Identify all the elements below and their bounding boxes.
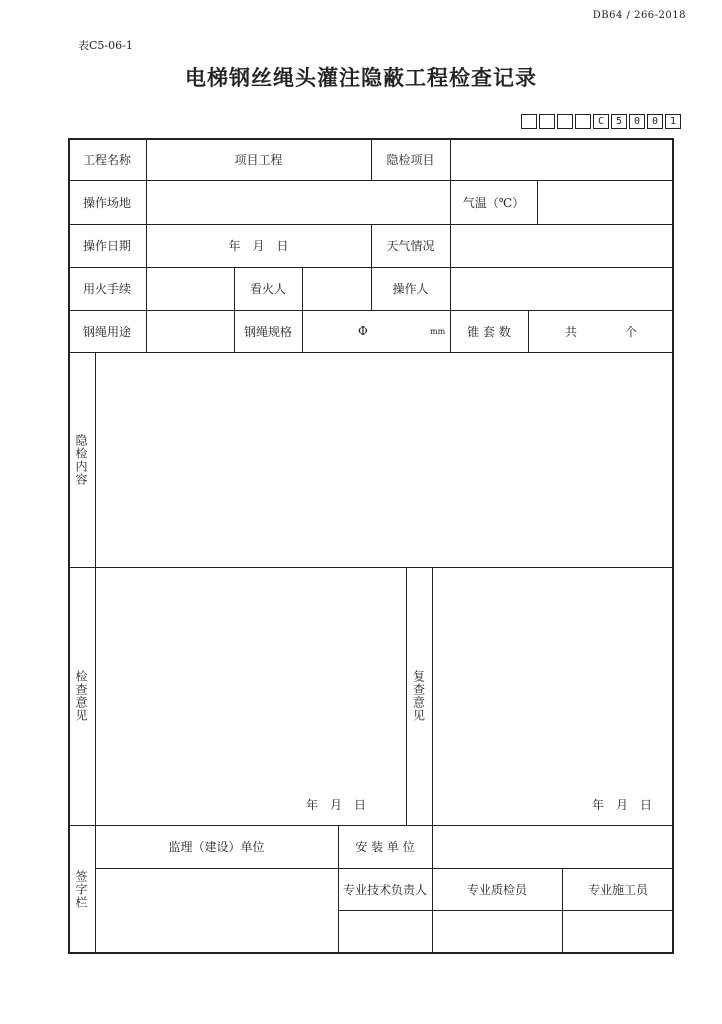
rope-use-label: 钢绳用途 bbox=[82, 324, 131, 339]
quality-inspector-label: 专业质检员 bbox=[466, 882, 527, 897]
inspection-date: 年 月 日 bbox=[306, 798, 367, 812]
recheck-opinion-field[interactable] bbox=[433, 568, 674, 825]
temperature-field[interactable] bbox=[537, 180, 674, 224]
install-unit-label: 安 装 单 位 bbox=[355, 840, 415, 854]
recheck-date: 年 月 日 bbox=[592, 798, 653, 812]
tech-lead-signature-field[interactable] bbox=[339, 911, 432, 954]
site-label: 操作场地 bbox=[82, 195, 131, 210]
page-title: 电梯钢丝绳头灌注隐蔽工程检查记录 bbox=[185, 66, 537, 90]
code-box: 0 bbox=[647, 114, 663, 129]
hidden-item-label: 隐检项目 bbox=[386, 152, 435, 167]
code-box bbox=[575, 114, 591, 129]
operator-label: 操作人 bbox=[392, 282, 429, 296]
code-box: C bbox=[593, 114, 609, 129]
recheck-opinion-label: 复查意见 bbox=[411, 670, 426, 722]
tech-lead-label: 专业技术负责人 bbox=[342, 882, 427, 897]
rope-spec-label: 钢绳规格 bbox=[243, 324, 292, 339]
rope-use-field[interactable] bbox=[146, 310, 234, 352]
hidden-content-label: 隐检内容 bbox=[74, 433, 88, 486]
record-code bbox=[521, 114, 681, 128]
site-field[interactable] bbox=[146, 180, 450, 224]
operator-field[interactable] bbox=[450, 267, 674, 310]
weather-label: 天气情况 bbox=[386, 239, 435, 253]
rope-spec-field[interactable] bbox=[302, 310, 450, 352]
install-unit-field[interactable] bbox=[433, 825, 674, 868]
inspection-opinion-field[interactable] bbox=[96, 568, 406, 825]
code-box: 0 bbox=[629, 114, 645, 129]
mm-unit: mm bbox=[430, 327, 446, 336]
supervision-unit-label: 监理（建设）单位 bbox=[168, 840, 265, 854]
supervision-signature-field[interactable] bbox=[96, 869, 338, 954]
operation-date-label: 操作日期 bbox=[82, 239, 131, 253]
code-box bbox=[557, 114, 573, 129]
temperature-label: 气温（℃） bbox=[462, 195, 525, 210]
inspection-opinion-label: 检查意见 bbox=[74, 670, 88, 722]
construction-worker-label: 专业施工员 bbox=[587, 882, 648, 897]
project-name-label: 工程名称 bbox=[82, 152, 131, 167]
signature-label: 签字栏 bbox=[74, 870, 88, 909]
fire-watcher-label: 看火人 bbox=[249, 282, 286, 296]
fire-watcher-field[interactable] bbox=[302, 267, 371, 310]
quality-inspector-signature-field[interactable] bbox=[433, 911, 562, 954]
form-number: 表C5-06-1 bbox=[78, 39, 133, 52]
hidden-content-field[interactable] bbox=[96, 353, 674, 567]
code-box bbox=[539, 114, 555, 129]
phi-symbol: Φ bbox=[358, 324, 368, 338]
code-box: 1 bbox=[665, 114, 681, 129]
construction-worker-signature-field[interactable] bbox=[563, 911, 674, 954]
standard-code: DB64 / 266-2018 bbox=[592, 10, 686, 21]
operation-date-value[interactable]: 年 月 日 bbox=[228, 239, 289, 253]
code-box: 5 bbox=[611, 114, 627, 129]
code-box bbox=[521, 114, 537, 129]
fire-permit-field[interactable] bbox=[146, 267, 234, 310]
weather-field[interactable] bbox=[450, 224, 674, 267]
socket-count-value[interactable]: 共 个 bbox=[564, 324, 637, 339]
fire-permit-label: 用火手续 bbox=[82, 282, 131, 296]
socket-count-label: 锥 套 数 bbox=[467, 324, 511, 339]
hidden-item-field[interactable] bbox=[450, 138, 674, 180]
project-name-value[interactable]: 项目工程 bbox=[234, 152, 283, 167]
